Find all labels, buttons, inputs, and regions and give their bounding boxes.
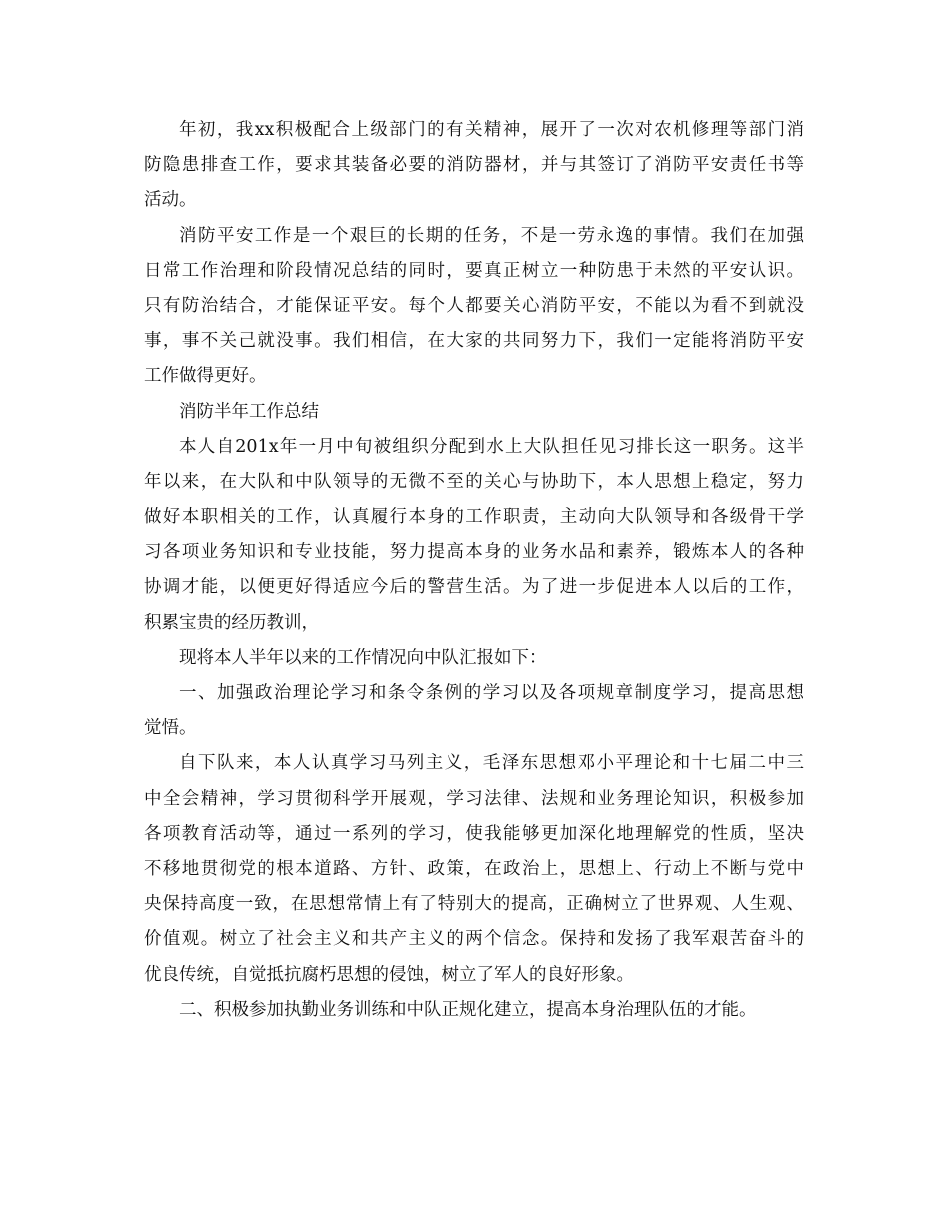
- section-heading: 消防半年工作总结: [179, 401, 319, 422]
- text-line: 不移地贯彻党的根本道路、方针、政策，在政治上，思想上、行动上不断与党中: [144, 858, 804, 879]
- text-line: 年以来，在大队和中队领导的无微不至的关心与协助下，本人思想上稳定，努力: [144, 471, 804, 492]
- text-line: 自下队来，本人认真学习马列主义，毛泽东思想邓小平理论和十七届二中三: [179, 753, 804, 774]
- text-line: 习各项业务知识和专业技能，努力提高本身的业务水品和素养，锻炼本人的各种: [144, 542, 804, 563]
- text-line: 各项教育活动等，通过一系列的学习，使我能够更加深化地理解党的性质，坚决: [144, 823, 804, 844]
- text-line: 年初，我xx积极配合上级部门的有关精神，展开了一次对农机修理等部门消: [179, 120, 804, 140]
- text-line: 央保持高度一致，在思想常情上有了特别大的提高，正确树立了世界观、人生观、: [144, 894, 804, 915]
- text-line: 活动。: [144, 190, 197, 211]
- text-line: 积累宝贵的经历教训，: [144, 612, 319, 633]
- text-line: 消防平安工作是一个艰巨的长期的任务，不是一劳永逸的事情。我们在加强: [179, 225, 804, 246]
- text-line: 防隐患排查工作，要求其装备必要的消防器材，并与其签订了消防平安责任书等: [144, 155, 804, 176]
- text-line: 觉悟。: [144, 718, 197, 739]
- text-line: 做好本职相关的工作，认真履行本身的工作职责，主动向大队领导和各级骨干学: [144, 507, 804, 528]
- text-line: 价值观。树立了社会主义和共产主义的两个信念。保持和发扬了我军艰苦奋斗的: [144, 929, 804, 950]
- text-line: 优良传统，自觉抵抗腐朽思想的侵蚀，树立了军人的良好形象。: [144, 964, 634, 985]
- text-line: 本人自201x年一月中旬被组织分配到水上大队担任见习排长这一职务。这半: [179, 436, 804, 457]
- document-body: [144, 113, 804, 1028]
- text-line: 一、加强政治理论学习和条令条例的学习以及各项规章制度学习，提高思想: [179, 683, 804, 703]
- text-line: 中全会精神，学习贯彻科学开展观，学习法律、法规和业务理论知识，积极参加: [144, 788, 804, 809]
- text-line: 事，事不关己就没事。我们相信，在大家的共同努力下，我们一定能将消防平安: [144, 331, 804, 352]
- text-line: 日常工作治理和阶段情况总结的同时，要真正树立一种防患于未然的平安认识。: [144, 260, 804, 281]
- text-line: 协调才能，以便更好得适应今后的警营生活。为了进一步促进本人以后的工作，: [144, 577, 804, 598]
- text-line: 只有防治结合，才能保证平安。每个人都要关心消防平安，不能以为看不到就没: [144, 295, 804, 316]
- text-line: 工作做得更好。: [144, 366, 267, 387]
- text-line: 二、积极参加执勤业务训练和中队正规化建立，提高本身治理队伍的才能。: [179, 999, 757, 1020]
- text-line: 现将本人半年以来的工作情况向中队汇报如下：: [179, 647, 547, 668]
